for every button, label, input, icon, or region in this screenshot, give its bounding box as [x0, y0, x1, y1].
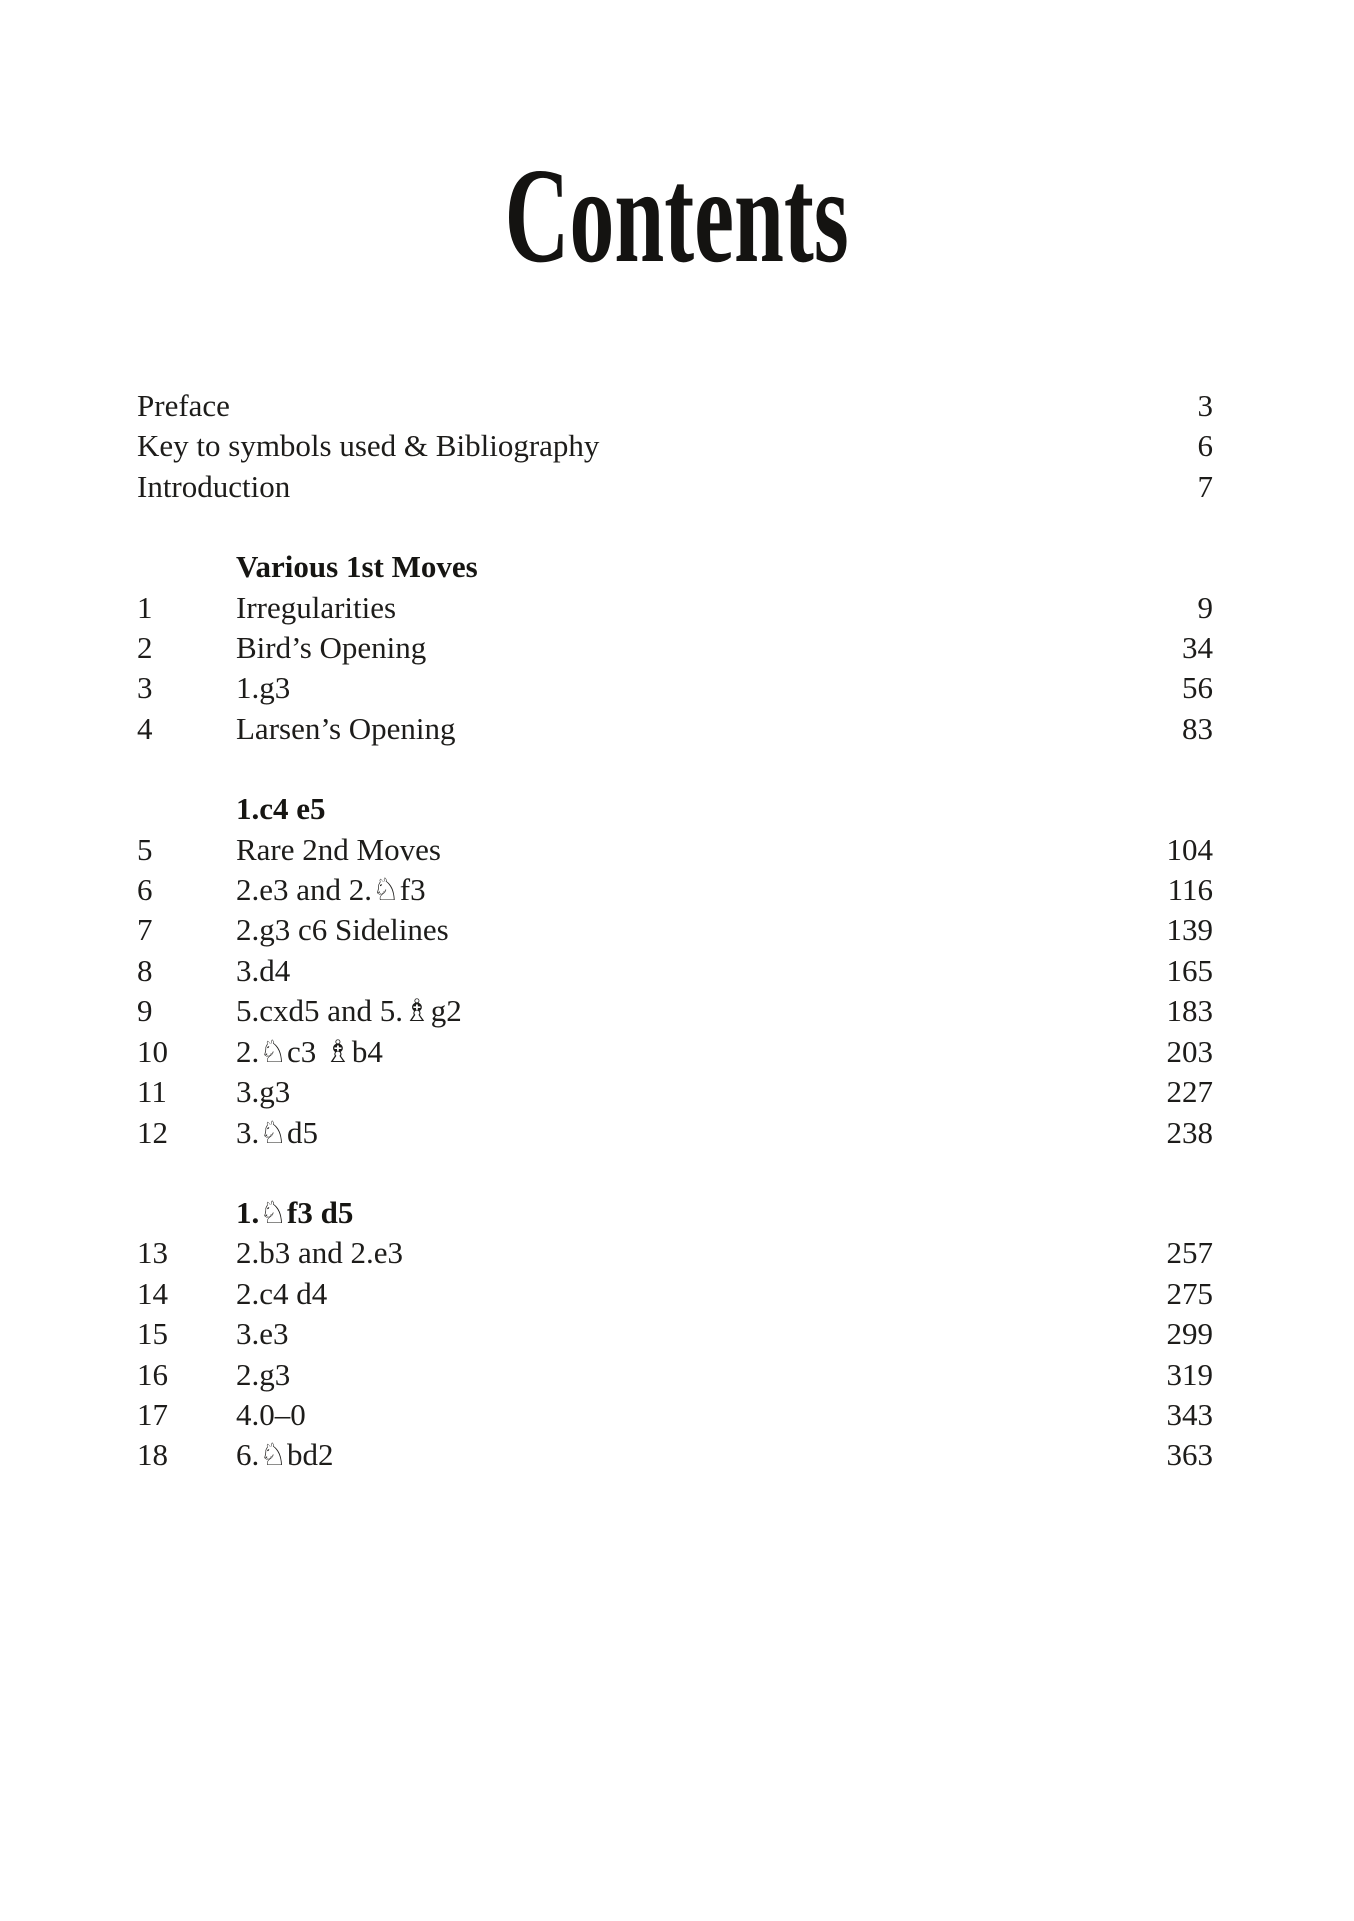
chapter-rows — [137, 1233, 1213, 1475]
entry-page-number: 6 — [1197, 428, 1213, 464]
chapter-rows — [137, 588, 1213, 750]
section-heading-row — [137, 789, 1213, 829]
front-matter-list — [137, 386, 1213, 507]
chapter-page-number: 56 — [1182, 670, 1213, 706]
toc-section — [137, 789, 1213, 1153]
section-list — [137, 547, 1213, 1476]
toc-row — [137, 709, 1213, 749]
chapter-title: 3.♘d5 — [236, 1114, 319, 1150]
chapter-page-number: 203 — [1166, 1033, 1213, 1069]
toc-row — [137, 668, 1213, 708]
chapter-title: 2.b3 and 2.e3 — [236, 1235, 404, 1271]
chapter-number: 11 — [137, 1074, 167, 1110]
chapter-page-number: 238 — [1166, 1114, 1213, 1150]
toc-row — [137, 588, 1213, 628]
chapter-number: 1 — [137, 589, 153, 625]
chapter-page-number: 275 — [1166, 1275, 1213, 1311]
chapter-number: 12 — [137, 1114, 168, 1150]
chapter-title: 3.g3 — [236, 1074, 291, 1110]
toc-row — [137, 1274, 1213, 1314]
chapter-title: Larsen’s Opening — [236, 710, 456, 746]
chapter-number: 17 — [137, 1396, 168, 1432]
chapter-page-number: 343 — [1166, 1396, 1213, 1432]
entry-title: Preface — [137, 388, 230, 423]
section-heading: 1.c4 e5 — [236, 791, 326, 827]
chapter-number: 10 — [137, 1033, 168, 1069]
toc-section — [137, 1193, 1213, 1476]
chapter-title: 2.g3 c6 Sidelines — [236, 912, 449, 948]
chapter-title: 1.g3 — [236, 670, 291, 706]
chapter-number: 3 — [137, 670, 153, 706]
chapter-page-number: 299 — [1166, 1316, 1213, 1352]
chapter-page-number: 116 — [1167, 872, 1213, 908]
chapter-page-number: 363 — [1166, 1437, 1213, 1473]
toc-row — [137, 467, 1213, 507]
toc-row — [137, 1233, 1213, 1273]
chapter-number: 6 — [137, 872, 153, 908]
toc-row — [137, 1314, 1213, 1354]
chapter-page-number: 227 — [1166, 1074, 1213, 1110]
chapter-title: 2.g3 — [236, 1356, 291, 1392]
toc-row — [137, 1032, 1213, 1072]
chapter-number: 15 — [137, 1316, 168, 1352]
chapter-title: 2.♘c3 ♗b4 — [236, 1033, 383, 1069]
toc-row — [137, 1113, 1213, 1153]
section-heading-row — [137, 547, 1213, 587]
entry-page-number: 7 — [1197, 468, 1213, 504]
chapter-number: 14 — [137, 1275, 168, 1311]
toc-row — [137, 951, 1213, 991]
chapter-page-number: 9 — [1197, 589, 1213, 625]
entry-title: Introduction — [137, 468, 291, 504]
chapter-page-number: 139 — [1166, 912, 1213, 948]
entry-page-number: 3 — [1197, 388, 1213, 423]
chapter-title: 3.e3 — [236, 1316, 289, 1352]
chapter-title: 5.cxd5 and 5.♗g2 — [236, 993, 462, 1029]
toc-row — [137, 1072, 1213, 1112]
toc-row — [137, 386, 1213, 426]
chapter-number: 9 — [137, 993, 153, 1029]
chapter-title: Rare 2nd Moves — [236, 831, 441, 867]
toc-row — [137, 1435, 1213, 1475]
toc-row — [137, 870, 1213, 910]
chapter-title: Irregularities — [236, 589, 397, 625]
entry-title: Key to symbols used & Bibliography — [137, 428, 600, 464]
chapter-page-number: 165 — [1166, 952, 1213, 988]
chapter-page-number: 104 — [1166, 831, 1213, 867]
chapter-number: 5 — [137, 831, 153, 867]
toc-section — [137, 547, 1213, 749]
chapter-number: 18 — [137, 1437, 168, 1473]
chapter-number: 4 — [137, 710, 153, 746]
chapter-title: 2.e3 and 2.♘f3 — [236, 872, 426, 908]
chapter-number: 7 — [137, 912, 153, 948]
toc-row — [137, 830, 1213, 870]
toc-row — [137, 426, 1213, 466]
toc-row — [137, 1395, 1213, 1435]
section-heading-row — [137, 1193, 1213, 1233]
chapter-page-number: 183 — [1166, 993, 1213, 1029]
chapter-title: 4.0–0 — [236, 1396, 306, 1432]
chapter-title: 6.♘bd2 — [236, 1437, 334, 1473]
table-of-contents — [137, 386, 1213, 1476]
chapter-number: 16 — [137, 1356, 168, 1392]
chapter-number: 2 — [137, 630, 153, 666]
chapter-number: 13 — [137, 1235, 168, 1271]
page-title-text: Contents — [504, 141, 850, 291]
page-title — [0, 141, 1354, 291]
chapter-page-number: 319 — [1166, 1356, 1213, 1392]
chapter-title: 2.c4 d4 — [236, 1275, 328, 1311]
toc-row — [137, 628, 1213, 668]
section-heading: 1.♘f3 d5 — [236, 1194, 354, 1230]
section-heading: Various 1st Moves — [236, 549, 478, 585]
chapter-title: Bird’s Opening — [236, 630, 427, 666]
toc-row — [137, 1355, 1213, 1395]
chapter-title: 3.d4 — [236, 952, 291, 988]
chapter-page-number: 257 — [1166, 1235, 1213, 1271]
toc-row — [137, 991, 1213, 1031]
chapter-rows — [137, 830, 1213, 1153]
toc-row — [137, 910, 1213, 950]
chapter-page-number: 83 — [1182, 710, 1213, 746]
chapter-page-number: 34 — [1182, 630, 1213, 666]
chapter-number: 8 — [137, 952, 153, 988]
